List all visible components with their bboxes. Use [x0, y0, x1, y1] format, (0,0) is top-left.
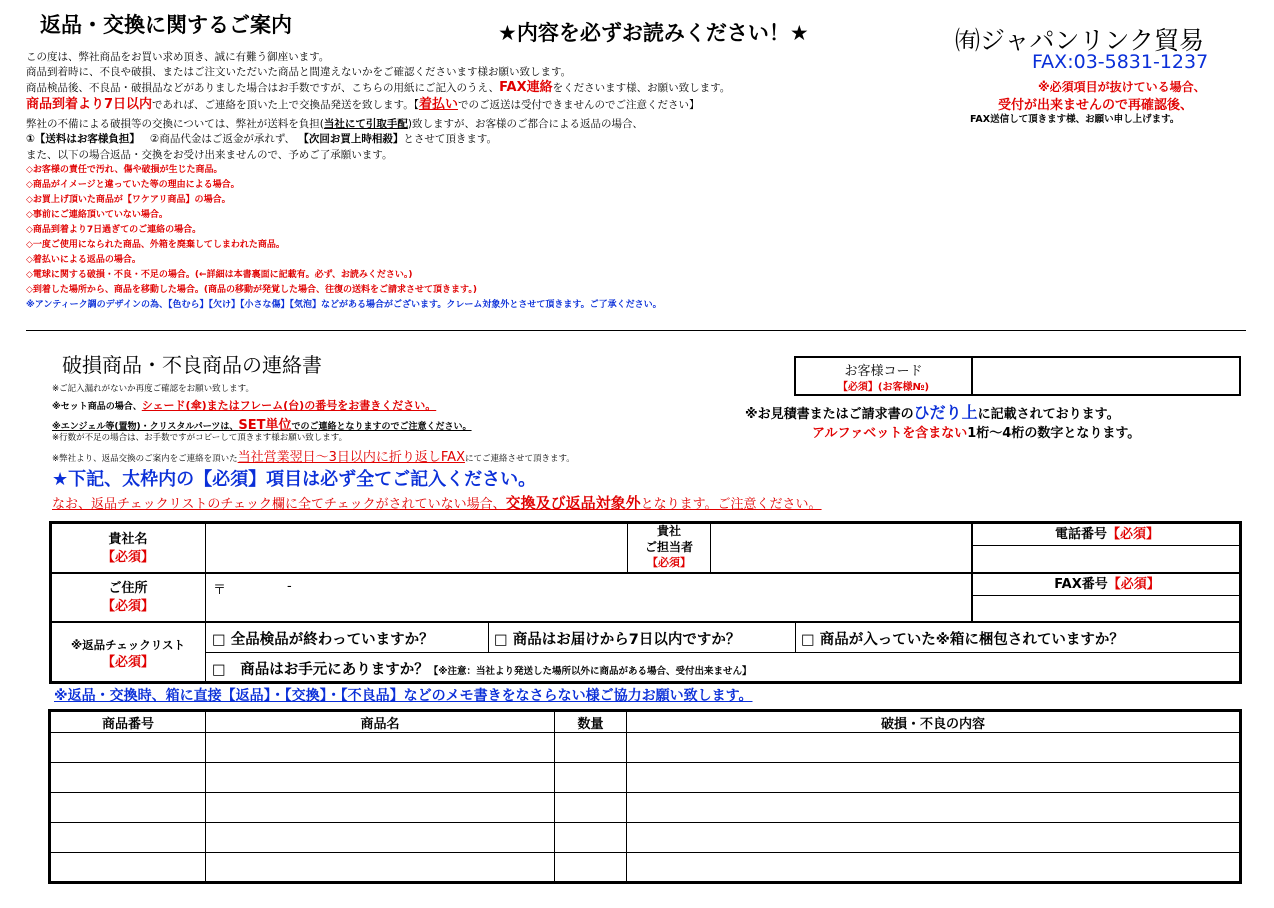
code-note-1: [745, 400, 1120, 423]
address-input[interactable]: [208, 575, 968, 619]
check-boxed[interactable]: □ 商品が入っていた※箱に梱包されていますか？: [801, 632, 1124, 648]
form-title: 破損商品・不良商品の連絡書: [62, 353, 322, 377]
company-label: 貴社名: [108, 532, 148, 547]
postal-mark: 〒: [213, 583, 227, 598]
checklist-warning-a: なお、返品チェックリストのチェック欄に全てチェックがされていない場合、: [52, 497, 506, 512]
intro-line-4: [26, 98, 699, 113]
cod-warning: 着払い: [418, 97, 458, 112]
condition-item: ◇お客様の責任で汚れ、傷や破損が生じた商品。: [26, 165, 223, 175]
within-7-days: 商品到着より7日以内: [26, 97, 153, 112]
company-input[interactable]: [208, 524, 624, 570]
person-label-1: 貴社: [656, 524, 681, 538]
fax-note-3: FAX送信して頂きます様、お願い申し上げます。: [970, 114, 1180, 125]
checklist-warning-c: となります。ご注意ください。: [640, 497, 822, 512]
intro-line-1: この度は、弊社商品をお買い求め頂き、誠に有難う御座います。: [26, 51, 330, 63]
intro-line-3: [26, 81, 730, 96]
form-note-3c: でのご連絡となりますのでご注意ください。: [291, 422, 472, 432]
condition-item: ◇商品がイメージと違っていた等の理由による場合。: [26, 180, 240, 190]
form-note-3a: ※エンジェル等(置物)・クリスタルパーツは、: [52, 422, 239, 432]
col-divider: [488, 621, 489, 652]
customer-code-divider: [971, 358, 973, 394]
condition-item: ◇電球に関する破損・不良・不足の場合。(←詳細は本書裏面に記載有。必ず、お読みください。): [26, 270, 413, 280]
required-instruction: ★下記、太枠内の【必須】項目は必ず全てご記入ください。: [52, 469, 537, 490]
form-note-1: ※ご記入漏れがないか再度ご確認をお願い致します。: [52, 384, 254, 394]
set-unit: SET単位: [238, 418, 292, 433]
customer-code-input[interactable]: [975, 366, 1237, 388]
fax-label: [973, 576, 1241, 593]
check-within-7-days[interactable]: □ 商品はお届けから7日以内ですか？: [494, 632, 741, 648]
row-divider: [49, 572, 972, 574]
postal-dash: -: [287, 579, 292, 594]
intro-line-3a: 商品検品後、不良品・破損品などがありました場合はお手数ですが、こちらの用紙にご記入のうえ、: [26, 82, 500, 94]
condition-item: ◇お買上げ頂いた商品が【ワケアリ商品】の場合。: [26, 195, 231, 205]
condition-item: ◇一度ご使用になられた商品、外箱を廃棄してしまわれた商品。: [26, 240, 285, 250]
header-quantity: 数量: [577, 717, 604, 732]
phone-label: [973, 526, 1241, 543]
form-note-5a: ※弊社より、返品交換のご案内をご連絡を頂いた: [52, 454, 238, 464]
code-note-1c: に記載されております。: [977, 407, 1120, 422]
phone-input[interactable]: [974, 547, 1239, 571]
next-offset: 【次回お買上時相殺】: [298, 133, 404, 145]
fax-note-1: ※必須項目が抜けている場合、: [1038, 80, 1206, 94]
fax-contact: FAX連絡: [499, 80, 553, 95]
header-defect: 破損・不良の内容: [880, 717, 985, 732]
section-divider: [26, 330, 1246, 331]
phone-label-text: 電話番号: [1054, 527, 1107, 542]
code-note-no-alpha: アルファベットを含まない: [812, 426, 968, 441]
address-label: ご住所: [108, 581, 148, 596]
row-divider: [972, 572, 1242, 574]
check-on-hand-note: 【※注意：当社より発送した場所以外に商品がある場合、受付出来ません】: [428, 666, 752, 677]
shipping-customer: ①【送料はお客様負担】: [26, 133, 140, 145]
condition-item: ◇事前にご連絡頂いていない場合。: [26, 210, 168, 220]
code-note-1a: ※お見積書またはご請求書の: [745, 407, 914, 422]
code-note-2: [812, 422, 1140, 441]
condition-item: ◇商品到着より7日過ぎてのご連絡の場合。: [26, 225, 202, 235]
page-title: 返品・交換に関するご案内: [40, 13, 292, 37]
intro-line-7: また、以下の場合返品・交換をお受け出来ませんので、予めご了承願います。: [26, 149, 393, 161]
intro-line-4b: であれば、ご連絡を頂いた上で交換品発送を致します。【: [152, 99, 419, 111]
col-divider: [710, 521, 711, 572]
fax-note-2: 受付が出来ませんので再確認後、: [998, 98, 1194, 113]
intro-line-6d: とさせて頂きます。: [403, 133, 497, 145]
form-note-2a: ※セット商品の場合、: [52, 402, 142, 412]
table-row[interactable]: [51, 853, 1239, 881]
phone-required: 【必須】: [1107, 527, 1160, 542]
intro-line-6: [26, 132, 497, 147]
checklist-label: ※返品チェックリスト: [70, 638, 186, 652]
check-all-inspected[interactable]: □ 全品検品が終わっていますか？: [212, 632, 434, 648]
antique-note: ※アンティーク調のデザインの為、【色むら】【欠け】【小さな傷】【気泡】などがある場合がございます。クレーム対象外とさせて頂きます。ご了承ください。: [26, 300, 662, 310]
phone-divider: [972, 545, 1242, 546]
condition-item: ◇着払いによる返品の場合。: [26, 255, 141, 265]
person-required: 【必須】: [647, 556, 691, 569]
pickup-arrange: 当社にて引取手配: [323, 118, 408, 130]
intro-line-5: [26, 117, 643, 132]
intro-line-5a: 弊社の不備による破損等の交換については、弊社が送料を負担(: [26, 118, 324, 130]
customer-code-required: 【必須】(お客様№): [837, 382, 930, 393]
reply-fax-window: 当社営業翌日～3日以内に折り返しFAX: [237, 450, 465, 465]
intro-line-2: 商品到着時に、不良や破損、またはご注文いただいた商品と間違えないかをご確認くださいます様お願い致します。: [26, 66, 572, 78]
col-divider: [205, 521, 206, 684]
not-eligible: 交換及び返品対象外: [505, 494, 641, 512]
company-fax: FAX:03-5831-1237: [1032, 51, 1209, 73]
code-note-2b: 1桁～4桁の数字となります。: [967, 426, 1141, 441]
fax-label-text: FAX番号: [1054, 577, 1108, 592]
company-name: ㈲ジャパンリンク貿易: [955, 26, 1205, 55]
customer-code-box: [794, 356, 1241, 396]
company-required: 【必須】: [101, 550, 154, 565]
check-on-hand-label: □ 商品はお手元にありますか？: [212, 662, 429, 678]
table-row[interactable]: [51, 823, 1239, 852]
condition-item: ◇到着した場所から、商品を移動した場合。(商品の移動が発覚した場合、往復の送料をご請求させて頂きます。): [26, 285, 477, 295]
checklist-warning: [52, 492, 822, 513]
table-row[interactable]: [51, 763, 1239, 792]
header-item-number: 商品番号: [101, 717, 154, 732]
checklist-required: 【必須】: [101, 655, 154, 670]
intro-line-3c: をくださいます様、お願い致します。: [552, 82, 731, 94]
row-divider: [49, 621, 1242, 623]
fax-divider: [972, 595, 1242, 596]
memo-note: ※返品・交換時、箱に直接【返品】・【交換】・【不良品】などのメモ書きをなさらない様ご協力お願い致します。: [54, 688, 753, 704]
col-divider: [795, 621, 796, 652]
form-note-5: [52, 446, 575, 465]
person-input[interactable]: [712, 524, 970, 570]
read-notice: ★内容を必ずお読みください！★: [498, 21, 809, 45]
set-number-note: シェード(傘)またはフレーム(台)の番号をお書きください。: [141, 399, 437, 412]
person-label-2: ご担当者: [644, 540, 693, 554]
table-row[interactable]: [51, 733, 1239, 762]
fax-input[interactable]: [974, 597, 1239, 620]
form-note-2: [52, 397, 436, 413]
form-note-5c: にてご連絡させて頂きます。: [464, 454, 575, 464]
form-note-4: ※行数が不足の場合は、お手数ですがコピーして頂きます様お願い致します。: [52, 433, 348, 443]
address-required: 【必須】: [101, 599, 154, 614]
intro-line-6b: ②商品代金はご返金が承れず、: [149, 133, 295, 145]
header-item-name: 商品名: [360, 717, 400, 732]
table-row[interactable]: [51, 793, 1239, 822]
customer-code-label: お客様コード: [844, 364, 923, 379]
intro-line-4d: でのご返送は受付できませんのでご注意ください】: [457, 99, 700, 111]
intro-line-5c: )致しますが、お客様のご都合による返品の場合、: [407, 118, 643, 130]
fax-required: 【必須】: [1107, 577, 1160, 592]
check-divider: [205, 652, 1242, 653]
code-note-left-top: ひだり上: [913, 403, 978, 422]
check-on-hand[interactable]: [212, 658, 751, 679]
